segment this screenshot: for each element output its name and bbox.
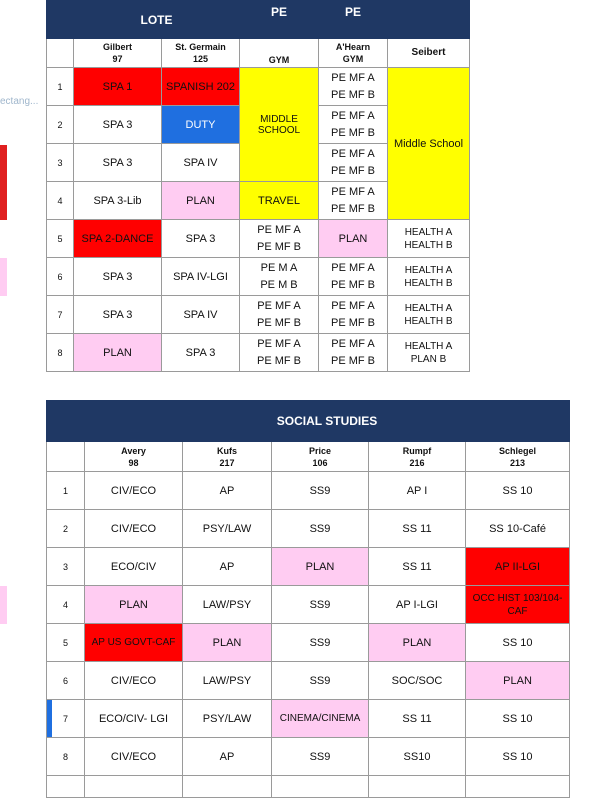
cell-line: PE MF A [257,223,301,236]
period-number: 6 [47,662,85,700]
teacher-room: 217 [219,457,235,468]
cell-line: HEALTH A [404,264,453,276]
schedule-cell[interactable]: SOC/SOC [369,662,466,700]
teacher-name: St. Germain [175,42,226,52]
schedule-cell[interactable]: AP I-LGI [369,586,466,624]
cell-line: PE MF A [331,337,375,350]
schedule-cell[interactable]: PLAN [74,334,162,372]
cell-line: PE MF A [331,71,375,84]
cell-line: HEALTH B [404,239,453,251]
period-number: 8 [47,738,85,776]
name-box-ghost-text: ectang... [0,96,39,107]
schedule-cell[interactable]: SPA 2-DANCE [74,220,162,258]
schedule-cell[interactable] [388,220,470,258]
empty-cell[interactable] [369,776,466,798]
period-number: 3 [47,144,74,182]
cell-line: PE M B [260,278,298,291]
schedule-cell[interactable] [240,258,319,296]
cell-line: HEALTH A [404,226,453,238]
schedule-cell[interactable]: PSY/LAW [183,510,272,548]
empty-cell[interactable] [47,776,85,798]
empty-cell[interactable] [272,776,369,798]
period-number: 4 [47,586,85,624]
schedule-cell[interactable]: SPA 3 [74,296,162,334]
cell-line: PE MF B [330,164,375,177]
teacher-room: 213 [510,457,526,468]
period-number: 5 [47,624,85,662]
period-number: 6 [47,258,74,296]
schedule-cell[interactable]: SPA 3 [162,334,240,372]
schedule-cell[interactable] [240,334,319,372]
schedule-cell[interactable]: SS9 [272,624,369,662]
cell-line: PE MF B [330,88,375,101]
teacher-stgermain [162,39,240,68]
period-number: 3 [47,548,85,586]
schedule-cell[interactable] [388,258,470,296]
schedule-cell[interactable]: PLAN [466,662,570,700]
teacher-gilbert [74,39,162,68]
schedule-cell[interactable]: SS9 [272,510,369,548]
cell-line: PE MF A [257,299,301,312]
schedule-cell[interactable]: AP [183,472,272,510]
cell-line: PE M A [260,261,298,274]
lote-pe-table [46,0,470,372]
schedule-cell[interactable]: SS9 [272,586,369,624]
schedule-cell[interactable]: PLAN [272,548,369,586]
schedule-cell[interactable] [319,258,388,296]
row-marker-pink [0,258,7,296]
schedule-cell[interactable]: SPA 3 [74,144,162,182]
period-number: 2 [47,510,85,548]
cell-line: PE MF A [257,337,301,350]
schedule-cell[interactable]: AP II-LGI [466,548,570,586]
cell-line: PLAN B [410,353,447,365]
schedule-cell[interactable]: LAW/PSY [183,586,272,624]
schedule-cell[interactable]: SPA 1 [74,68,162,106]
schedule-cell[interactable]: AP [183,738,272,776]
middle-school-seibert-cell[interactable]: Middle School [388,68,470,220]
empty-cell[interactable] [466,776,570,798]
teacher-avery [85,442,183,472]
teacher-name: Seibert [411,47,446,58]
cell-line: HEALTH B [404,315,453,327]
row-marker-pink [0,586,7,624]
cell-line: PE MF A [331,109,375,122]
cell-line: HEALTH B [404,277,453,289]
teacher-room: GYM [268,55,290,65]
schedule-cell[interactable]: CINEMA/CINEMA [272,700,369,738]
teacher-room: 216 [409,457,425,468]
schedule-cell[interactable]: SPA IV [162,296,240,334]
schedule-cell[interactable]: CIV/ECO [85,510,183,548]
schedule-cell[interactable]: SPA 3-Lib [74,182,162,220]
schedule-cell[interactable]: AP I [369,472,466,510]
teacher-name: Gilbert [102,42,132,52]
social-studies-table [46,400,570,798]
period-number: 1 [47,472,85,510]
cell-line: PE MF B [330,278,375,291]
schedule-cell[interactable]: PLAN [85,586,183,624]
schedule-cell[interactable] [319,182,388,220]
schedule-cell[interactable]: SS 10-Café [466,510,570,548]
teacher-room: GYM [342,54,364,64]
social-studies-title: SOCIAL STUDIES [85,401,570,442]
teacher-name: Price [308,445,332,456]
schedule-cell[interactable]: SS 10 [466,738,570,776]
schedule-cell[interactable]: PSY/LAW [183,700,272,738]
schedule-cell[interactable] [319,144,388,182]
teacher-ahearn [319,39,388,68]
travel-cell[interactable]: TRAVEL [240,182,319,220]
schedule-cell[interactable]: LAW/PSY [183,662,272,700]
schedule-cell[interactable] [319,334,388,372]
schedule-cell[interactable]: AP US GOVT-CAF [85,624,183,662]
header-corner [47,401,85,442]
teacher-gym [240,39,319,68]
cell-line: PE MF B [256,316,301,329]
schedule-cell[interactable]: SS 10 [466,700,570,738]
schedule-cell[interactable]: SPA 3 [162,220,240,258]
schedule-cell[interactable]: ECO/CIV [85,548,183,586]
schedule-cell[interactable]: SS 10 [466,624,570,662]
empty-cell[interactable] [85,776,183,798]
teacher-corner [47,442,85,472]
schedule-cell[interactable] [319,68,388,106]
seibert-header-blank [388,1,470,39]
schedule-cell[interactable]: PLAN [162,182,240,220]
empty-cell[interactable] [183,776,272,798]
schedule-cell[interactable]: SS9 [272,738,369,776]
period-number: 8 [47,334,74,372]
schedule-cell[interactable]: SS10 [369,738,466,776]
period-number: 7 [47,296,74,334]
schedule-cell[interactable]: DUTY [162,106,240,144]
schedule-cell[interactable]: SS 10 [466,472,570,510]
schedule-cell[interactable]: SPA IV-LGI [162,258,240,296]
schedule-cell[interactable]: PLAN [319,220,388,258]
teacher-price [272,442,369,472]
period-number: 2 [47,106,74,144]
period-number: 4 [47,182,74,220]
teacher-room: 125 [192,54,209,64]
schedule-cell[interactable]: PLAN [183,624,272,662]
schedule-cell[interactable]: CIV/ECO [85,472,183,510]
schedule-cell[interactable]: SPA 3 [74,258,162,296]
schedule-cell[interactable]: SPA 3 [74,106,162,144]
schedule-cell[interactable] [388,296,470,334]
teacher-name: A'Hearn [335,42,371,52]
middle-school-gym-cell[interactable]: MIDDLE SCHOOL [240,68,319,182]
schedule-cell[interactable] [319,296,388,334]
pe-header: PE [319,1,388,39]
schedule-cell[interactable] [388,334,470,372]
period-number: 1 [47,68,74,106]
lote-header: LOTE [74,1,240,39]
teacher-corner [47,39,74,68]
period-number: 7 [47,700,85,738]
schedule-cell[interactable]: SPANISH 202 [162,68,240,106]
period-number: 5 [47,220,74,258]
cell-line: PE MF A [331,299,375,312]
pe-header: PE [240,1,319,39]
cell-line: PE MF B [256,354,301,367]
teacher-name: Schlegel [499,445,537,456]
header-corner [47,1,74,39]
cell-line: PE MF B [256,240,301,253]
teacher-name: Rumpf [402,445,432,456]
schedule-cell[interactable] [240,220,319,258]
schedule-cell[interactable]: OCC HIST 103/104-CAF [466,586,570,624]
schedule-cell[interactable]: AP [183,548,272,586]
teacher-name: Kufs [217,445,237,456]
teacher-room: 97 [112,54,123,64]
schedule-cell[interactable]: PLAN [369,624,466,662]
schedule-cell[interactable]: CIV/ECO [85,662,183,700]
schedule-cell[interactable]: SS 11 [369,548,466,586]
cell-line: PE MF A [331,185,375,198]
teacher-room: 106 [312,457,328,468]
teacher-kufs [183,442,272,472]
cell-line: PE MF A [331,261,375,274]
schedule-cell[interactable]: SS 11 [369,510,466,548]
schedule-cell[interactable]: SS9 [272,662,369,700]
schedule-cell[interactable]: CIV/ECO [85,738,183,776]
schedule-cell[interactable]: ECO/CIV- LGI [85,700,183,738]
cell-line: PE MF B [330,316,375,329]
cell-line: PE MF A [331,147,375,160]
cell-line: PE MF B [330,202,375,215]
cell-line: PE MF B [330,126,375,139]
teacher-seibert [388,39,470,68]
schedule-cell[interactable] [240,296,319,334]
teacher-room: 98 [128,457,139,468]
cell-line: PE MF B [330,354,375,367]
cell-line: HEALTH A [404,340,453,352]
schedule-cell[interactable]: SS 11 [369,700,466,738]
teacher-schlegel [466,442,570,472]
schedule-cell[interactable] [319,106,388,144]
teacher-rumpf [369,442,466,472]
schedule-cell[interactable]: SS9 [272,472,369,510]
teacher-name: Avery [121,445,146,456]
row-marker-red [0,145,7,220]
schedule-cell[interactable]: SPA IV [162,144,240,182]
cell-line: HEALTH A [404,302,453,314]
